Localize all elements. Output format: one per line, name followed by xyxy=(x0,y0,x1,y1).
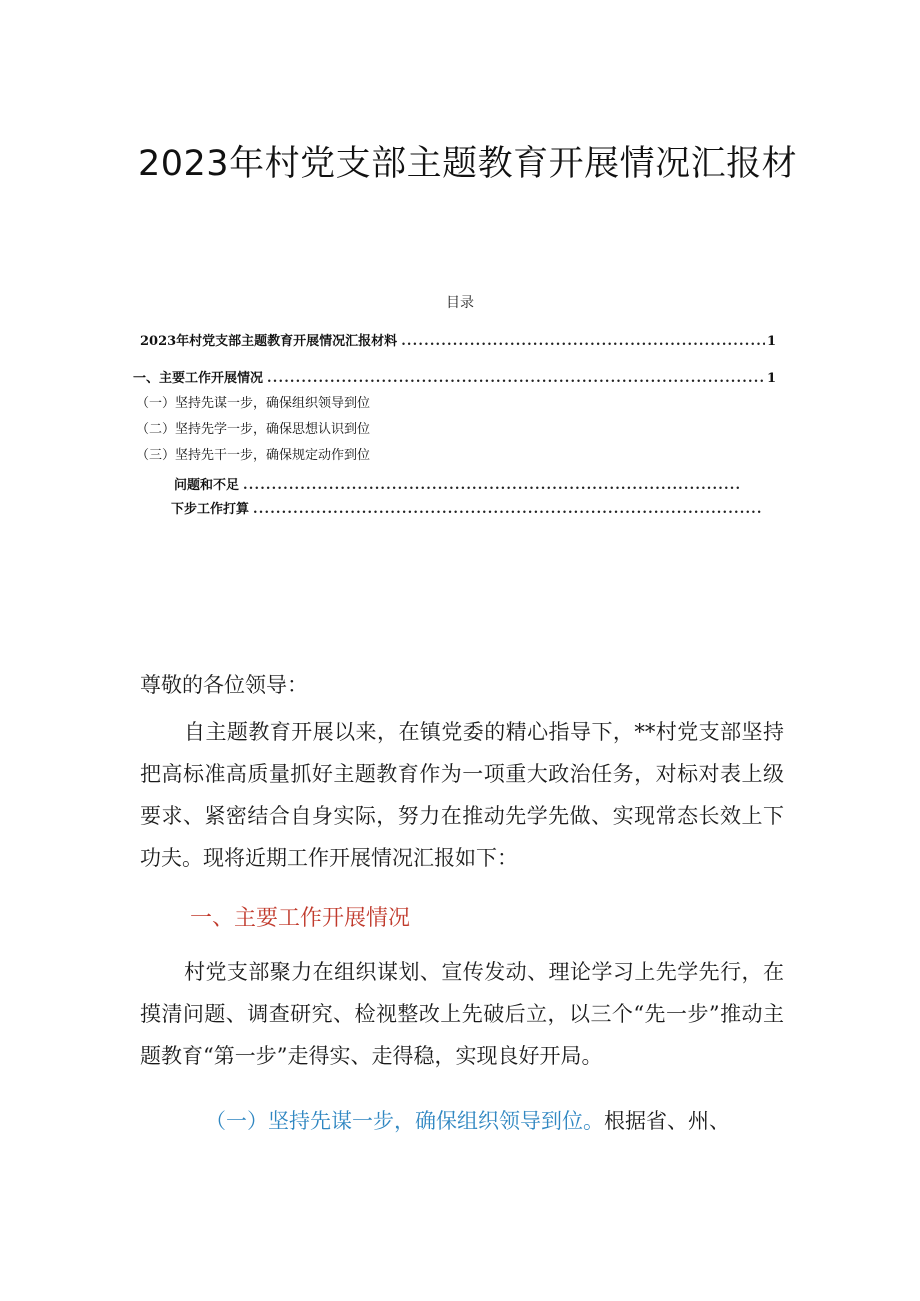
toc-entry-label: 2023年村党支部主题教育开展情况汇报材料 xyxy=(140,334,398,349)
toc-sub-entry[interactable]: （一）坚持先谋一步，确保组织领导到位 xyxy=(136,396,371,411)
section-paragraph: 村党支部聚力在组织谋划、宣传发动、理论学习上先学先行，在摸清问题、调查研究、检视整改上先破后立，以三个“先一步”推动主题教育“第一步”走得实、走得稳，实现良好开局。 xyxy=(140,960,784,1068)
toc-leader-dots xyxy=(401,334,765,349)
toc-page-number: 1 xyxy=(766,334,776,349)
salutation: 尊敬的各位领导： xyxy=(140,673,308,697)
intro-paragraph: 自主题教育开展以来，在镇党委的精心指导下，**村党支部坚持把高标准高质量抓好主题教育作为一项重大政治任务，对标对表上级要求、紧密结合自身实际，努力在推动先学先做、实现常态长效上下功夫。现将近期工作开展情况汇报如下： xyxy=(140,720,784,870)
toc-sub-entry[interactable]: （二）坚持先学一步，确保思想认识到位 xyxy=(136,422,371,437)
subsection-text: 根据省、州、 xyxy=(604,1109,730,1133)
subsection-heading: （一）坚持先谋一步，确保组织领导到位。 xyxy=(205,1109,604,1133)
toc-entry[interactable] xyxy=(133,367,776,386)
toc-entry[interactable] xyxy=(140,330,776,349)
section-heading: 一、主要工作开展情况 xyxy=(190,906,411,931)
toc-leader-dots xyxy=(243,478,740,493)
toc-entry-label: 问题和不足 xyxy=(174,478,240,493)
toc-leader-dots xyxy=(267,371,765,386)
subsection-line xyxy=(205,1100,730,1142)
toc-entry-label: 一、主要工作开展情况 xyxy=(133,371,264,386)
toc-heading: 目录 xyxy=(446,295,474,311)
toc-sub-entry[interactable]: （三）坚持先干一步，确保规定动作到位 xyxy=(136,448,371,463)
toc-entry[interactable] xyxy=(171,498,764,517)
toc-leader-dots xyxy=(253,502,762,517)
toc-entry-label: 下步工作打算 xyxy=(171,502,250,517)
toc-page-number: 1 xyxy=(766,371,776,386)
toc-entry[interactable] xyxy=(174,474,742,493)
document-title: 2023年村党支部主题教育开展情况汇报材 xyxy=(138,144,798,184)
